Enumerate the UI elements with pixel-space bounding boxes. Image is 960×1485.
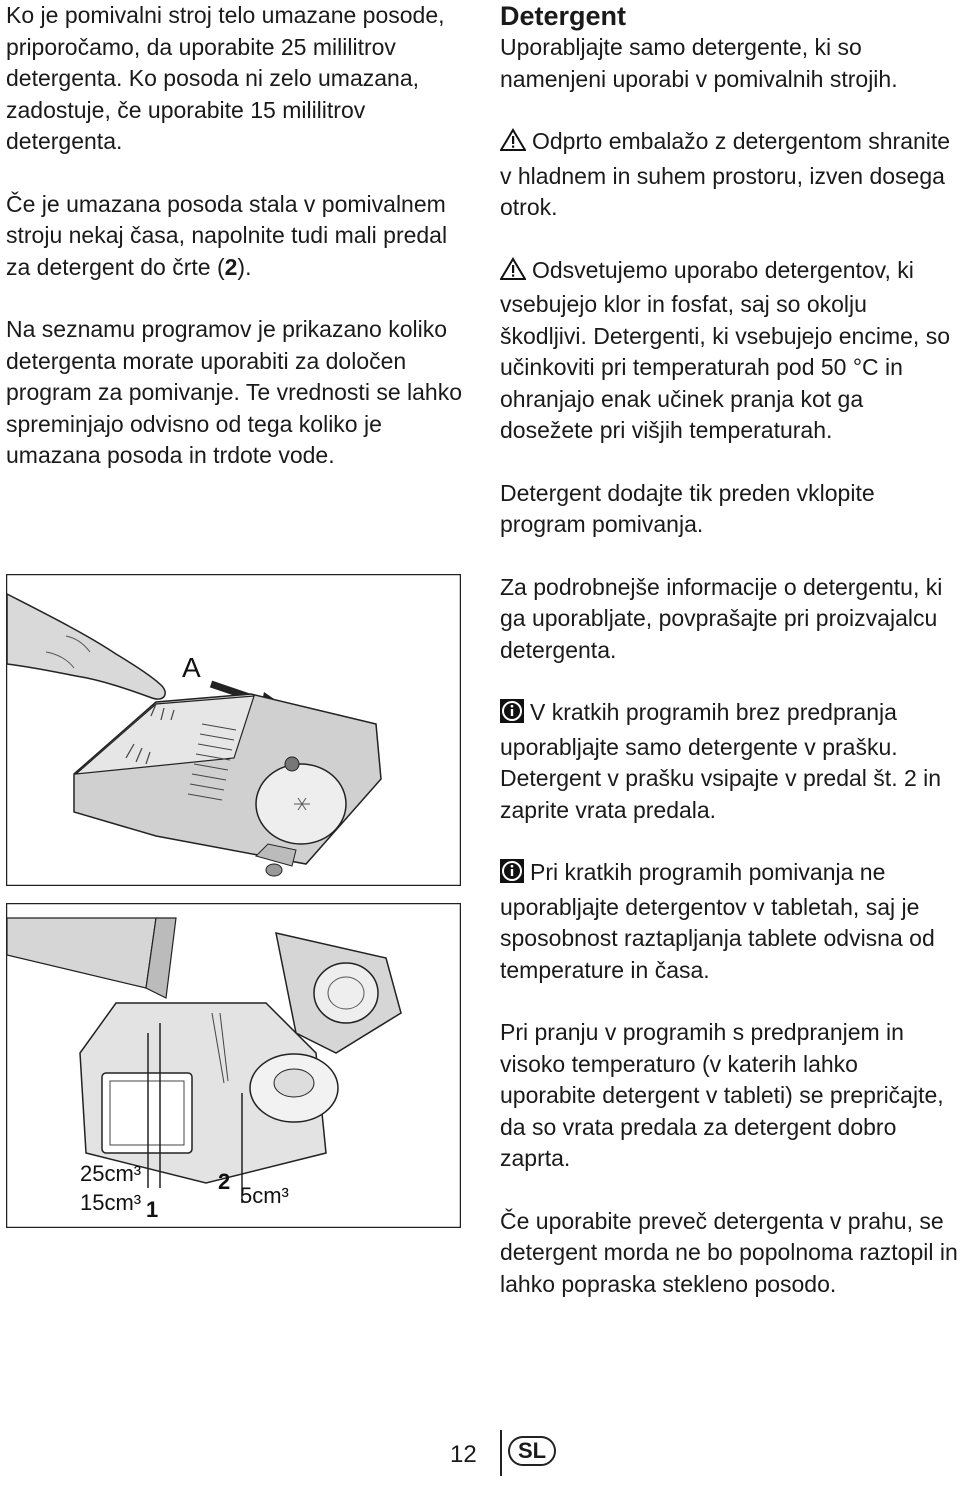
figure-label-a: A bbox=[182, 652, 201, 683]
level-15-label: 15cm³ bbox=[80, 1190, 142, 1215]
dispenser-open-drawing bbox=[6, 574, 461, 886]
intro-paragraph: Uporabljajte samo detergente, ki so namenjeni uporabi v pomivalnih strojih. bbox=[500, 34, 898, 92]
warning-icon bbox=[500, 257, 526, 290]
page-number: 12 bbox=[450, 1441, 477, 1468]
dispenser-levels-drawing bbox=[6, 903, 461, 1228]
warning-storage-text: Odprto embalažo z detergentom shranite v hladnem in suhem prostoru, izven dosega otrok. bbox=[500, 128, 951, 220]
info-short-programs-text: V kratkih programih brez predpranja uporabljajte samo detergente v prašku. Detergent v prašku vsipajte v predal št. 2 in zaprite vrata predala. bbox=[500, 699, 942, 823]
footer-divider bbox=[500, 1430, 502, 1476]
overdose-paragraph: Če uporabite preveč detergenta v prahu, se detergent morda ne bo popolnoma raztopil in lahko popraska stekleno posodo. bbox=[500, 1207, 958, 1297]
level-5-label: 5cm³ bbox=[240, 1183, 289, 1208]
warning-storage bbox=[500, 126, 960, 224]
prewash-text-end: ). bbox=[237, 253, 252, 280]
dispenser-levels-illustration bbox=[6, 903, 461, 1228]
section-title: Detergent bbox=[500, 1, 627, 31]
manufacturer-info-paragraph: Za podrobnejše informacije o detergentu, ki ga uporabljate, povprašajte pri proizvajalcu detergenta. bbox=[500, 573, 943, 663]
compartment-1-label: 1 bbox=[146, 1197, 159, 1222]
left-column bbox=[6, 0, 468, 472]
info-icon bbox=[500, 699, 524, 732]
info-short-programs bbox=[500, 697, 960, 826]
info-tablets-text: Pri kratkih programih pomivanja ne uporabljajte detergentov v tabletah, saj je sposobnost raztapljanja tablete odvisna od temperature in časa. bbox=[500, 859, 935, 983]
dosage-paragraph: Ko je pomivalni stroj telo umazane posode, priporočamo, da uporabite 25 mililitrov detergenta. Ko posoda ni zelo umazana, zadostuje, če uporabite 15 mililitrov detergenta. bbox=[6, 2, 445, 154]
language-badge: SL bbox=[508, 1436, 556, 1466]
tablet-door-paragraph: Pri pranju v programih s predpranjem in visoko temperaturo (v katerih lahko uporabite detergent v tableti) se prepričajte, da so vrata predala za detergent dobro zaprta. bbox=[500, 1019, 944, 1171]
program-list-paragraph: Na seznamu programov je prikazano koliko detergenta morate uporabiti za določen program za pomivanje. Te vrednosti se lahko spreminjajo odvisno od tega koliko je umazana posoda in trdote vode. bbox=[6, 316, 462, 468]
level-25-label: 25cm³ bbox=[80, 1161, 142, 1186]
right-column bbox=[500, 0, 960, 1300]
page-footer bbox=[420, 1428, 550, 1478]
info-tablets bbox=[500, 857, 960, 986]
warning-chlorine-text: Odsvetujemo uporabo detergentov, ki vsebujejo klor in fosfat, saj so okolju škodljivi. Detergenti, ki vsebujejo encime, so učinkoviti pri temperaturah pod 50 °C in ohranjajo enak učinek pranja kot ga dosežete pri višjih temperaturah. bbox=[500, 256, 950, 443]
compartment-large bbox=[102, 1073, 192, 1153]
prewash-paragraph bbox=[6, 189, 468, 284]
info-icon bbox=[500, 859, 524, 892]
add-detergent-paragraph: Detergent dodajte tik preden vklopite program pomivanja. bbox=[500, 479, 875, 537]
warning-icon bbox=[500, 128, 526, 161]
compartment-2-label: 2 bbox=[218, 1169, 231, 1194]
prewash-text: Če je umazana posoda stala v pomivalnem stroju nekaj časa, napolnite tudi mali predal za detergent do črte ( bbox=[6, 190, 448, 280]
dispenser-open-illustration bbox=[6, 574, 461, 886]
warning-chlorine bbox=[500, 255, 960, 447]
compartment-ref: 2 bbox=[224, 253, 238, 280]
